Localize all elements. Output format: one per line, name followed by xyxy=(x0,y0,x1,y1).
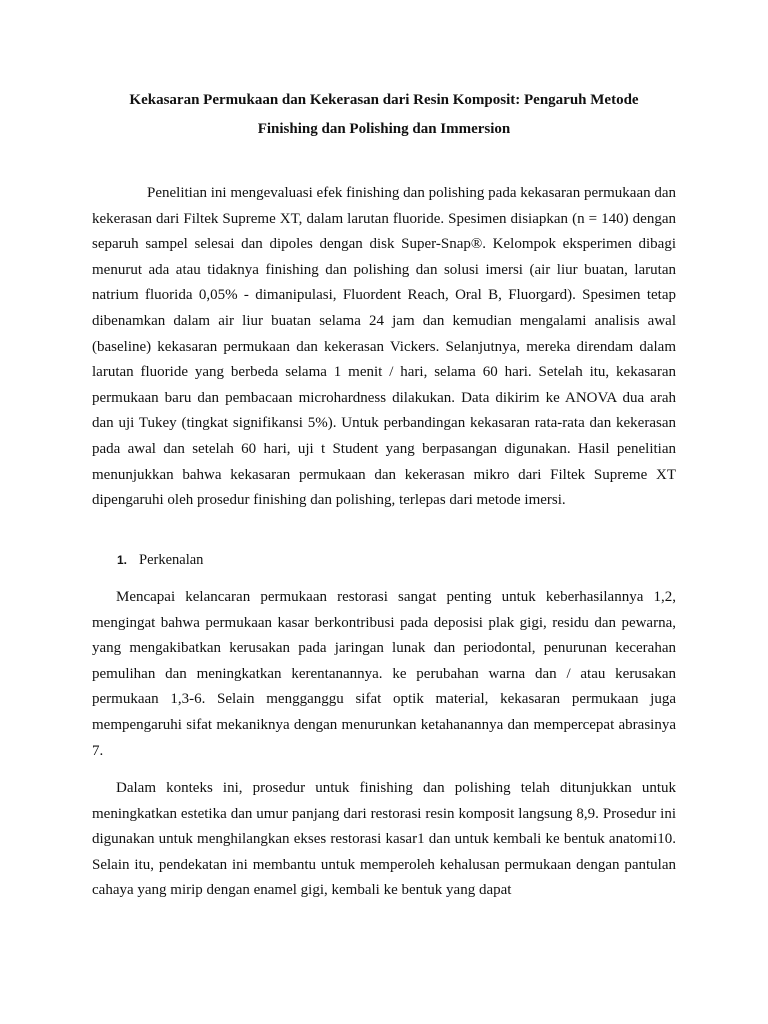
abstract-paragraph: Penelitian ini mengevaluasi efek finishing dan polishing pada kekasaran permukaan dan kekerasan dari Filtek Supreme XT, dalam larutan fluoride. Spesimen disiapkan (n = 140) dengan separuh sampel selesai dan dipoles dengan disk Super-Snap®. Kelompok eksperimen dibagi menurut ada atau tidaknya finishing dan polishing dan solusi imersi (air liur buatan, larutan natrium fluorida 0,05% - dimanipulasi, Fluordent Reach, Oral B, Fluorgard). Spesimen tetap dibenamkan dalam air liur buatan selama 24 jam dan kemudian mengalami analisis awal (baseline) kekasaran permukaan dan kekerasan Vickers. Selanjutnya, mereka direndam dalam larutan fluoride yang berbeda selama 1 menit / hari, selama 60 hari. Setelah itu, kekasaran permukaan baru dan pembacaan microhardness dilakukan. Data dikirim ke ANOVA dua arah dan uji Tukey (tingkat signifikansi 5%). Untuk perbandingan kekasaran rata-rata dan kekerasan pada awal dan setelah 60 hari, uji t Student yang berpasangan digunakan. Hasil penelitian menunjukkan bahwa kekasaran permukaan dan kekerasan mikro dari Filtek Supreme XT dipengaruhi oleh prosedur finishing dan polishing, terlepas dari metode imersi. xyxy=(92,185,677,509)
section-heading-introduction xyxy=(117,548,203,572)
intro-paragraph-1: Mencapai kelancaran permukaan restorasi sangat penting untuk keberhasilannya 1,2, mengingat bahwa permukaan kasar berkontribusi pada deposisi plak gigi, residu dan pewarna, yang mengakibatkan kerusakan pada jaringan lunak dan periodontal, penurunan kecerahan pemulihan dan meningkatkan kerentanannya. ke perubahan warna dan / atau kerusakan permukaan 1,3-6. Selain mengganggu sifat optik material, kekasaran permukaan juga mempengaruhi sifat mekaniknya dengan menurunkan ketahanannya dan mempercepat abrasinya 7. xyxy=(92,589,676,759)
section-title: Perkenalan xyxy=(139,552,204,568)
title-line-1: Kekasaran Permukaan dan Kekerasan dari Resin Komposit: Pengaruh Metode xyxy=(129,92,639,108)
document-title xyxy=(92,86,676,144)
section-number: 1. xyxy=(117,553,128,567)
intro-paragraph-2: Dalam konteks ini, prosedur untuk finishing dan polishing telah ditunjukkan untuk meningkatkan estetika dan umur panjang dari restorasi resin komposit langsung 8,9. Prosedur ini digunakan untuk menghilangkan ekses restorasi kasar1 dan untuk kembali ke bentuk anatomi10. Selain itu, pendekatan ini membantu untuk memperoleh kehalusan permukaan dengan pantulan cahaya yang mirip dengan enamel gigi, kembali ke bentuk yang dapat xyxy=(92,780,676,899)
title-line-2: Finishing dan Polishing dan Immersion xyxy=(257,121,511,137)
